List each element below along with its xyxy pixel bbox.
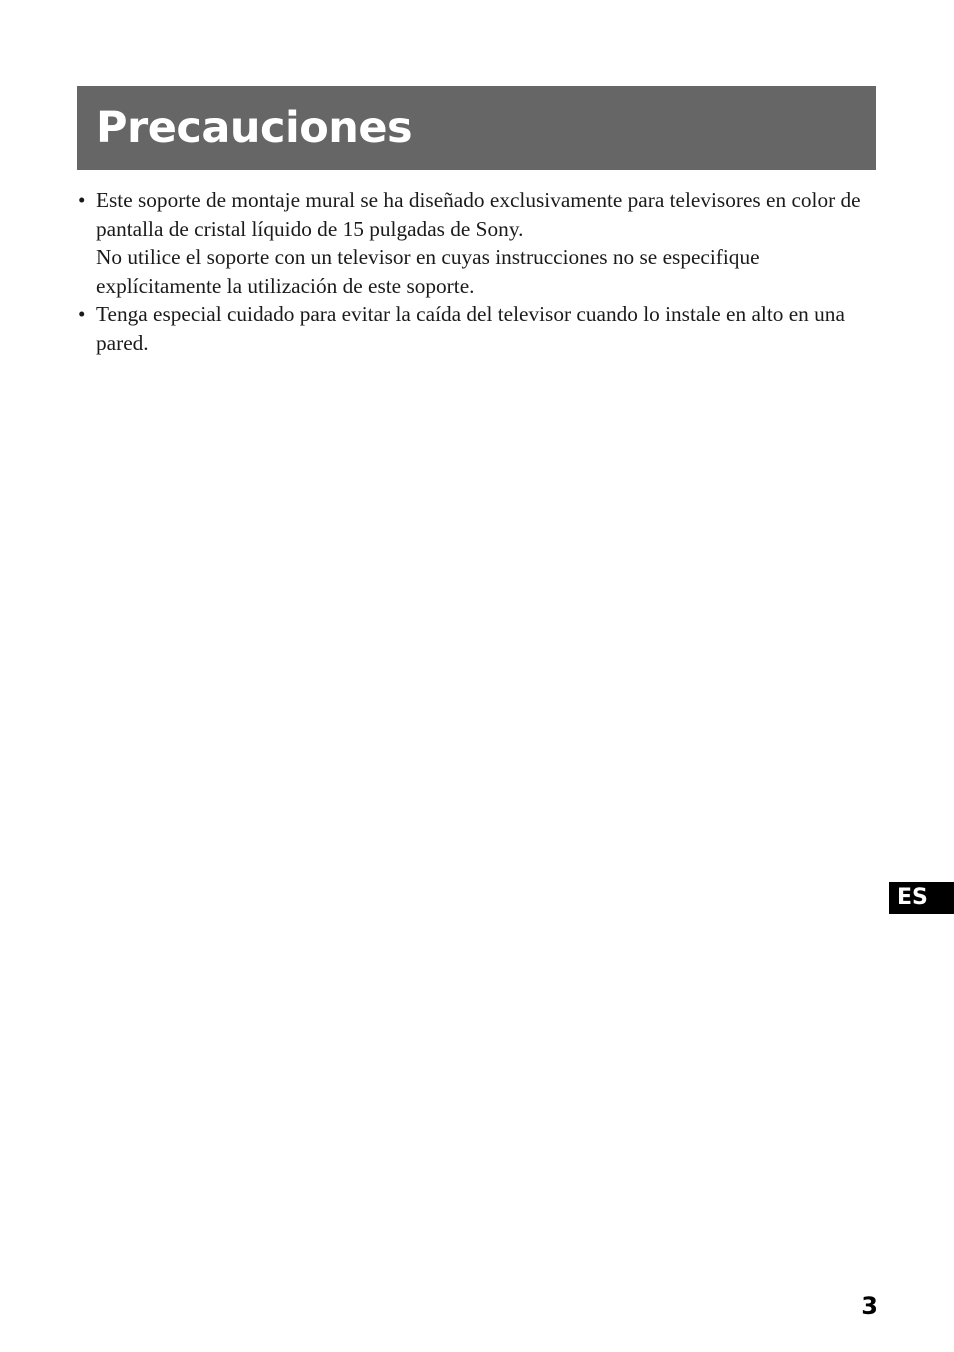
language-tab: ES: [889, 882, 954, 914]
page-title: Precauciones: [96, 103, 413, 153]
list-item: [78, 300, 878, 357]
list-item: [78, 186, 878, 300]
bullet-icon: •: [78, 302, 86, 326]
bullet-paragraph: Este soporte de montaje mural se ha diseñado exclusivamente para televisores en color de pantalla de cristal líquido de 15 pulgadas de Sony.: [96, 188, 861, 241]
section-title-bar: [77, 86, 876, 170]
page-number: 3: [861, 1292, 878, 1320]
bullet-icon: •: [78, 188, 86, 212]
bullet-paragraph: No utilice el soporte con un televisor en cuyas instrucciones no se especifique explícitamente la utilización de este soporte.: [96, 245, 760, 298]
precautions-list: [78, 186, 878, 357]
bullet-paragraph: Tenga especial cuidado para evitar la caída del televisor cuando lo instale en alto en una pared.: [96, 302, 845, 355]
